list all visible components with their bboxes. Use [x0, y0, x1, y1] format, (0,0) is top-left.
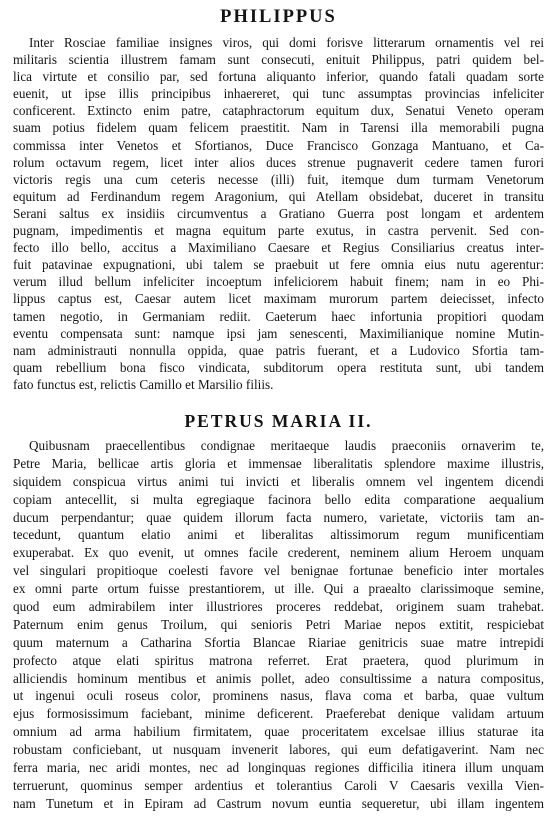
- text-line: Inter Rosciae familiae insignes viros, qui domi forisve litterarum ornamentis vel rei: [29, 35, 544, 50]
- text-line: euenit, ut ipse illis principibus inhaereret, qui tunc assumptas provincias infeliciter: [13, 86, 544, 102]
- text-line: Paternum enim genus Troilum, qui senioris Petri Mariae nepos extitit, respiciebat: [13, 616, 544, 632]
- text-line: quum maternum a Catharina Sfortia Blancae Riariae genitricis suae matre intrepidi: [13, 634, 544, 650]
- text-line: rolum octavum regem, licet inter alios duces strenue pugnaverit cedere tamen furori: [13, 154, 544, 170]
- text-line: ducum perpendantur; quae quidem illorum facta numero, varietate, victoriis tam an-: [13, 509, 544, 525]
- text-line: commissa inter Venetos et Sfortianos, Duce Francisco Gonzaga Mantuano, et Ca-: [13, 137, 544, 153]
- text-line: equitum ad Ferdinandum regem Aragonium, qui Atellam obsidebat, duceret in transitu: [13, 188, 544, 204]
- text-line: profecto atque elati spiritus matrona referret. Erat praetera, quod plurimum in: [13, 652, 544, 668]
- paragraph-philippus: [13, 34, 544, 393]
- text-line: robustam conficiebant, ut nusquam invenerit labores, qui eum defatigaverint. Nam nec: [13, 742, 544, 758]
- text-line: copiam antecellit, si multa egregiaque facinora bello edita comparatione aequalium: [13, 491, 544, 507]
- text-line: eventu compensata sunt: namque ipsi jam senescenti, Maximilianique nomine Mutin-: [13, 325, 544, 341]
- text-line: conficerent. Extincto enim patre, cataphractorum equitum dux, Senatui Veneto operam: [13, 103, 544, 119]
- text-line: suam potius fidelem quam felicem praestitit. Nam in Tarensi illa memorabili pugna: [13, 120, 544, 136]
- text-line: fuit patavinae expugnationi, ubi talem se praebuit ut fere omnia eius nutu agerentur:: [13, 257, 544, 273]
- text-line: Petre Maria, bellicae artis gloria et immensae liberalitatis splendore maxime illustris,: [13, 455, 544, 471]
- text-line: alliciendis hominum mentibus et animis pollet, adeo consultissime a natura compositus,: [13, 670, 544, 686]
- text-line: siquidem conspicua virtus animi tui invicti et liberalis omnem vel ingentem dicendi: [13, 473, 544, 489]
- text-line: Quibusnam praecellentibus condignae meritaeque laudis praeconiis ornaverim te,: [29, 437, 544, 453]
- text-line: exuperabat. Ex quo evenit, ut omnes facile crederent, neminem alium Heroem unquam: [13, 545, 544, 561]
- text-line: ut ingenui oculi roseus color, prominens nasus, flava coma et barba, quae vultum: [13, 688, 544, 704]
- text-line: lippus captus est, Caesar autem licet maximam murorum partem deiecisset, infecto: [13, 291, 544, 307]
- text-line: fecto illo bello, accitus a Maximiliano Caesare et Regius Consiliarius creatus inter-: [13, 240, 544, 256]
- text-line: victoris regis una cum ceteris necesse (illi) fuit, itemque dum turmam Venetorum: [13, 171, 544, 187]
- section-title-petrus-maria: PETRUS MARIA II.: [184, 410, 373, 431]
- text-line: nam Tunetum et in Epiram ad Castrum novum euntia sequeretur, ubi illam ingentem: [13, 795, 544, 811]
- text-line: omnium ad arma habilium firmitatem, quae proceritatem excelsae illius staturae ita: [13, 724, 544, 740]
- text-line: lica virtute et consilio par, sed fortuna aliquanto inferior, quando fatali quadam sorte: [13, 69, 544, 85]
- text-line: ferra maria, nec aridi montes, nec ad longinquas regiones difficilia itinera illum unquam: [13, 760, 544, 775]
- text-line: pugnam, impedimentis et magna equitum parte exutus, in castra pervenit. Sed con-: [13, 223, 544, 239]
- text-line: fato functus est, relictis Camillo et Marsilio filiis.: [13, 376, 274, 392]
- text-line: vel singulari propitioque coelesti favore vel benignae fortunae beneficio inter mortales: [13, 563, 544, 579]
- text-line: militaris scientia illustrem famam sunt consecuti, enituit Philippus, patri quidem bel-: [13, 52, 544, 68]
- section-title-philippus: PHILIPPUS: [220, 7, 337, 27]
- text-line: ejus formosissimum faciebant, minime deficerent. Praeferebat denique validam artuum: [13, 706, 544, 722]
- text-line: quam rebellium bona fisco vindicata, subditorum opera restituta sunt, ubi tandem: [13, 359, 544, 375]
- text-line: Serani saltus ex insidiis circumventus a Gratiano Guerra post longam et ardentem: [13, 205, 544, 221]
- text-line: terruerunt, quominus semper ardentius et tolerantius Caroli V Caesaris vexilla Vien-: [13, 777, 544, 793]
- text-line: tecedunt, quantum elatio animi et liberalitas altissimorum regum munificentiam: [13, 527, 544, 543]
- text-line: tamen negotio, in Germaniam rediit. Caeterum haec infortunia propitiori quodam: [13, 308, 544, 324]
- text-line: quod eum admirabilem inter illustriores proceres reddebat, originem suam trahebat.: [13, 598, 544, 614]
- text-line: ex omni parte ortum fuisse prestantiorem, ut ille. Qui a praealto clarissimoque semine,: [13, 581, 544, 597]
- text-line: verum illud bellum infeliciter incoeptum infeliciorem habuit finem; nam in eo Phi-: [13, 274, 544, 290]
- paragraph-petrus-maria: [13, 437, 544, 813]
- text-line: nam administrauti nonnulla oppida, quae patris fuerant, et a Ludovico Sfortia tam-: [13, 342, 544, 358]
